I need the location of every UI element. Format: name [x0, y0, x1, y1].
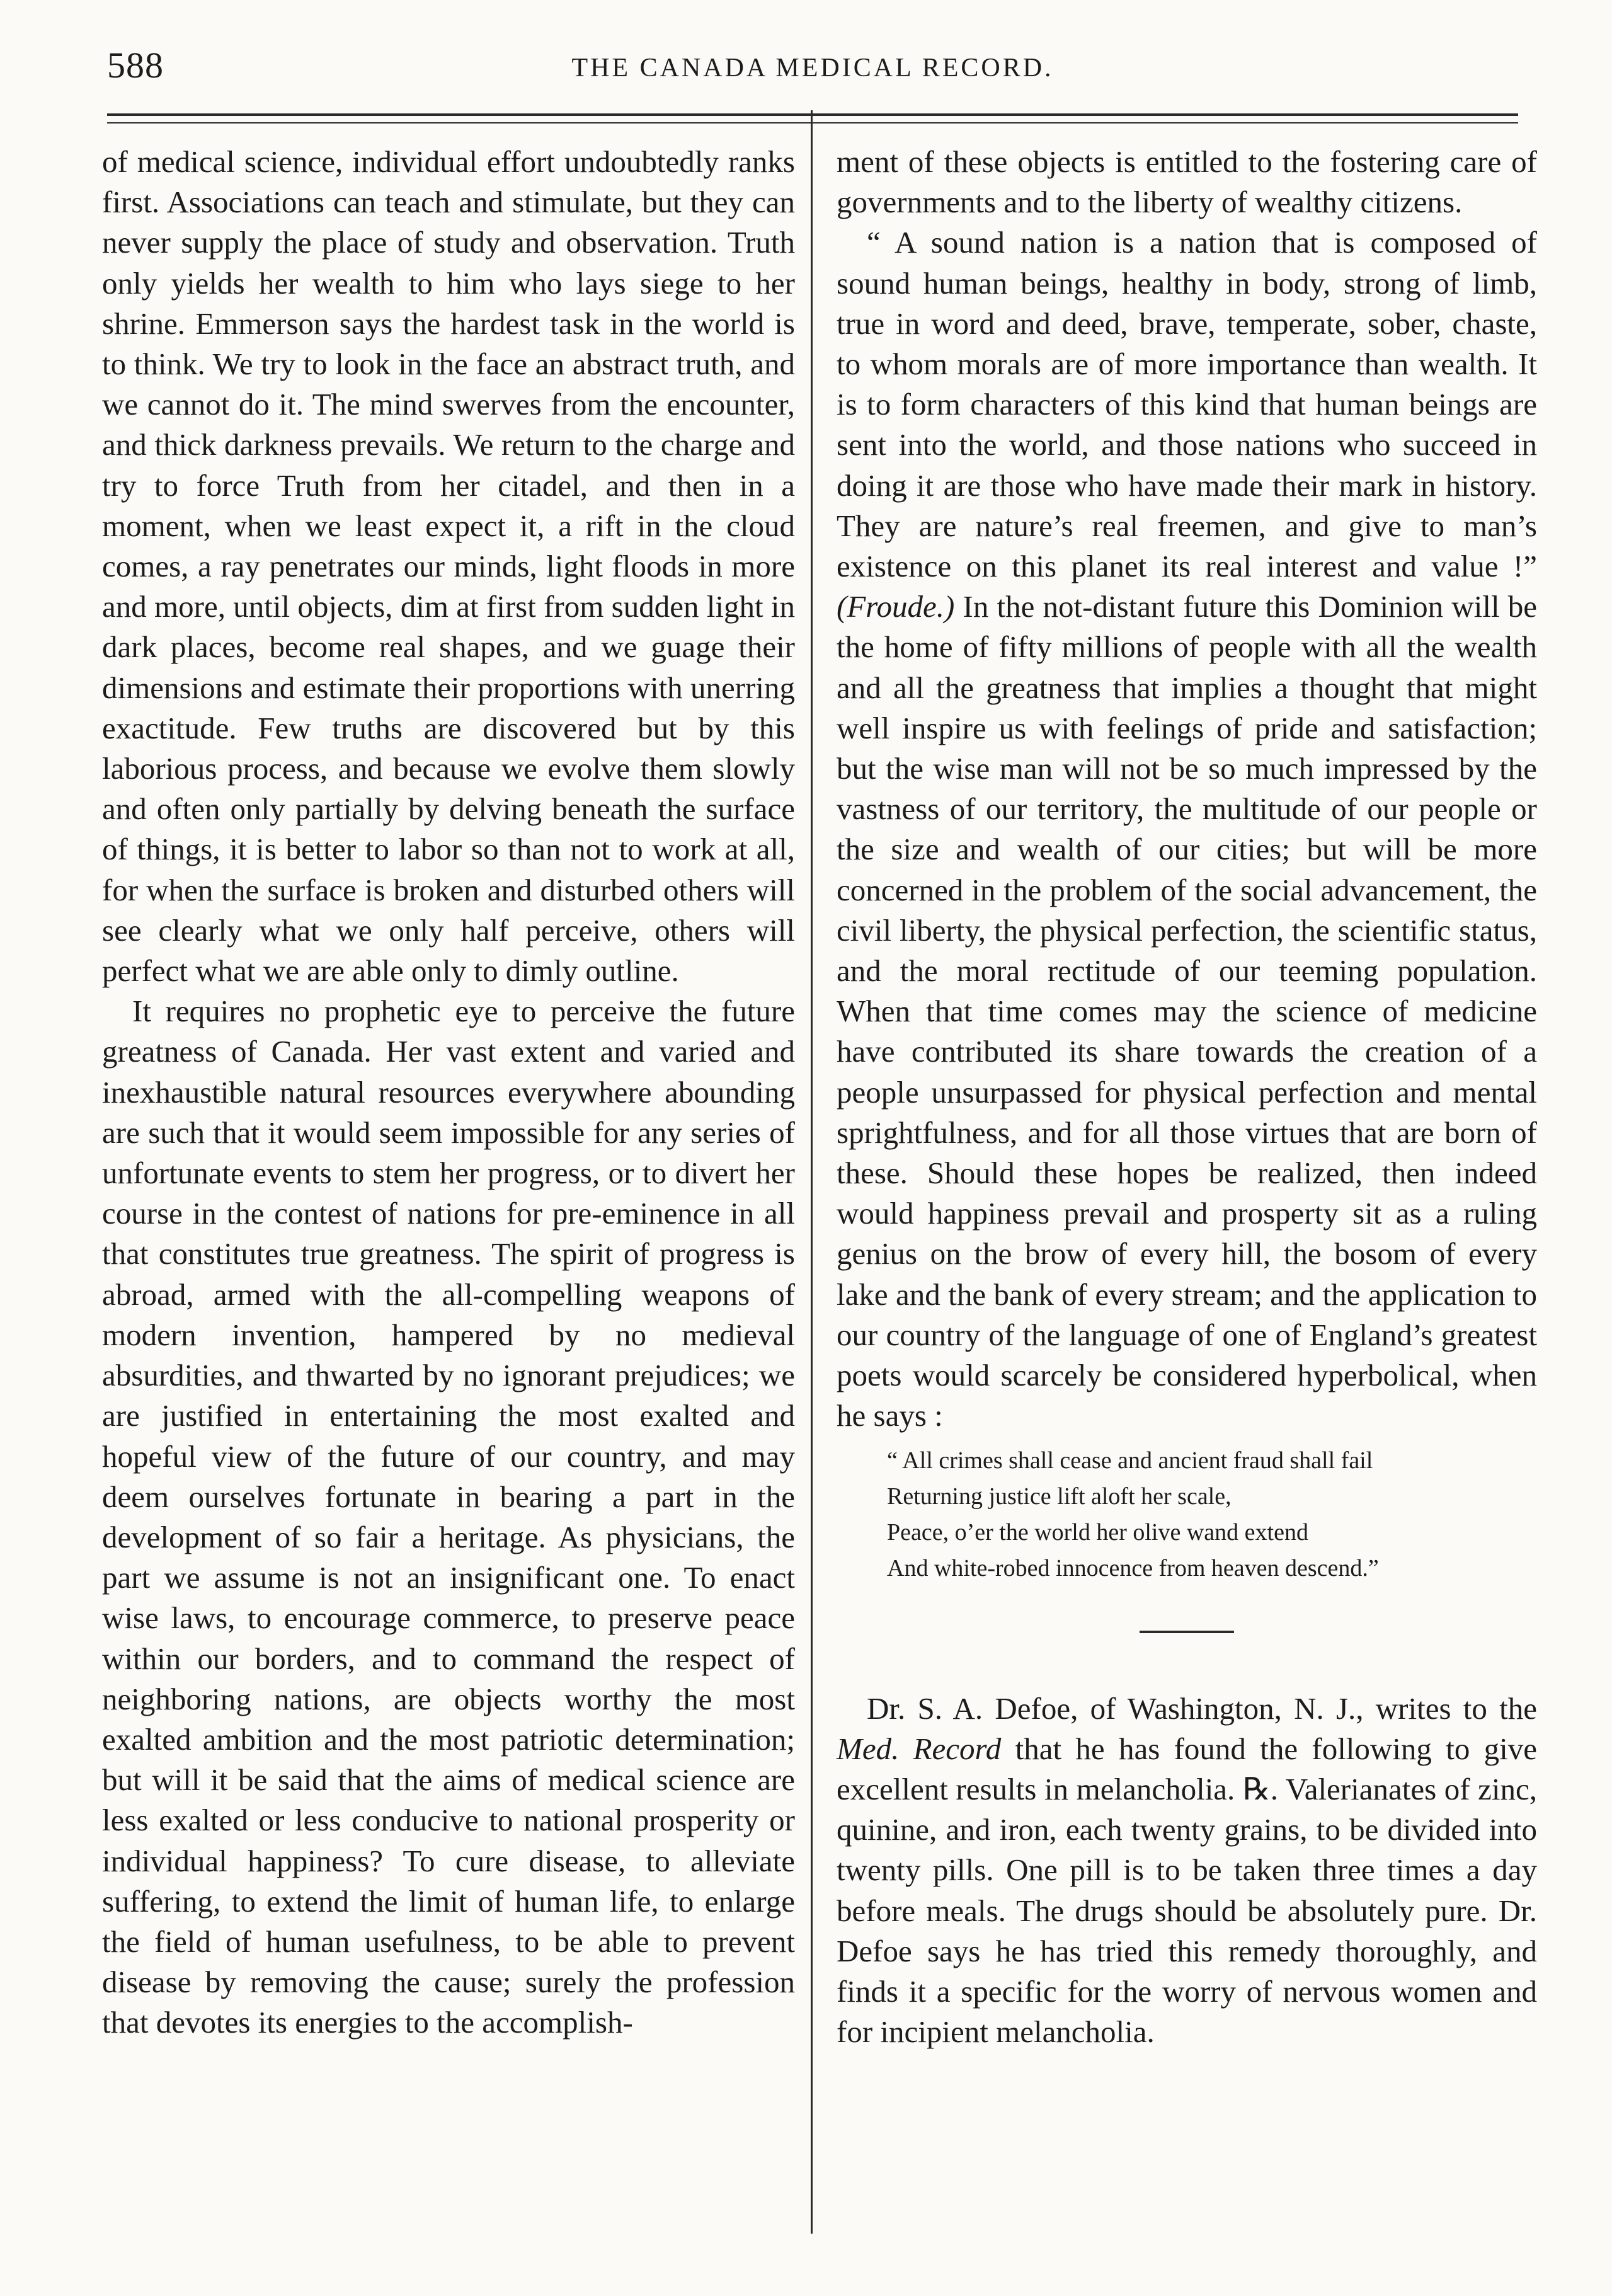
poem-line: Peace, o’er the world her olive wand extend [887, 1518, 1308, 1546]
froude-quote-text: “ A sound nation is a nation that is composed of sound human beings, healthy in body, strong of limb, true in word and deed, brave, temperate, sober, chaste, to whom morals are of more importance than wealth. It is to form characters of this kind that human beings are sent into the world, and those nations who succeed in doing it are those who have made their mark in history. They are nature’s real freemen, and give to man’s existence on this planet its real interest and value !” [837, 225, 1537, 584]
defoe-note-body: that he has found the following to give excellent results in melancholia. ℞. Valerianates of zinc, quinine, and iron, each twenty grains, to be divided into twenty pills. One pill is to be taken three times a day before meals. The drugs should be absolutely pure. Dr. Defoe says he has tried this remedy thoroughly, and finds it a specific for the worry of nervous women and for incipient melancholia. [837, 1731, 1538, 2050]
section-separator [1140, 1631, 1234, 1633]
column-divider [811, 110, 813, 2234]
med-record-title: Med. Record [837, 1731, 1002, 1766]
froude-citation: (Froude.) [837, 589, 955, 624]
right-column [837, 142, 1537, 2052]
poem-quote [887, 1443, 1537, 1587]
header-rule-thin [107, 122, 1518, 123]
page-number: 588 [107, 45, 164, 86]
right-paragraph-1: ment of these objects is entitled to the fostering care of governments and to the liberty of wealthy citizens. [837, 144, 1537, 220]
left-paragraph-1: of medical science, individual effort undoubtedly ranks first. Associations can teach and stimulate, but they can never supply the place of study and observation. Truth only yields her wealth to him who lays siege to her shrine. Emmerson says the hardest task in the world is to think. We try to look in the face an abstract truth, and we cannot do it. The mind swerves from the encounter, and thick darkness prevails. We return to the charge and try to force Truth from her citadel, and then in a moment, when we least expect it, a rift in the cloud comes, a ray penetrates our minds, light floods in more and more, until objects, dim at first from sudden light in dark places, become real shapes, and we guage their dimensions and estimate their proportions with unerring exactitude. Few truths are discovered but by this laborious process, and because we evolve them slowly and often only partially by delving beneath the surface of things, it is better to labor so than not to work at all, for when the surface is broken and disturbed others will see clearly what we only half perceive, others will perfect what we are able only to dimly outline. [102, 144, 795, 989]
poem-line: And white-robed innocence from heaven descend.” [887, 1554, 1379, 1581]
poem-line: Returning justice lift aloft her scale, [887, 1483, 1232, 1510]
left-paragraph-2: It requires no prophetic eye to perceive the future greatness of Canada. Her vast extent and varied and inexhaustible natural resources everywhere abounding are such that it would seem impossible for any series of unfortunate events to stem her progress, or to divert her course in the contest of nations for pre-eminence in all that constitutes true greatness. The spirit of progress is abroad, armed with the all-compelling weapons of modern invention, hampered by no medieval absurdities, and thwarted by no ignorant prejudices; we are justified in entertaining the most exalted and hopeful view of the future of our country, and may deem ourselves fortunate in bearing a part in the development of so fair a heritage. As physicians, the part we assume is not an insignificant one. To enact wise laws, to encourage commerce, to preserve peace within our borders, and to command the respect of neighboring nations, are objects worthy the most exalted ambition and the most patriotic determination; but will it be said that the aims of medical science are less exalted or less conducive to national prosperity or individual happiness? To cure disease, to alleviate suffering, to extend the limit of human life, to enlarge the field of human usefulness, to be able to prevent disease by removing the cause; surely the profession that devotes its energies to the accomplish- [102, 994, 795, 2040]
left-column [102, 142, 795, 2043]
running-header [107, 44, 1518, 101]
dominion-text: In the not-distant future this Dominion will be the home of fifty millions of people with all the wealth and all the greatness that implies a thought that might well inspire us with feelings of pride and satisfaction; but the wise man will not be so much impressed by the vastness of our territory, the multitude of our people or the size and wealth of our cities; but will be more concerned in the problem of the social advancement, the civil liberty, the physical perfection, the scientific status, and the moral rectitude of our teeming population. When that time comes may the science of medicine have contributed its share towards the creation of a people unsurpassed for physical perfection and mental sprightfulness, and for all those virtues that are born of these. Should these hopes be realized, then indeed would happiness prevail and prosperty sit as a ruling genius on the brow of every hill, the bosom of every lake and the bank of every stream; and the application to our country of the language of one of England’s greatest poets would scarcely be considered hyperbolical, when he says : [837, 589, 1537, 1433]
defoe-note-intro: Dr. S. A. Defoe, of Washington, N. J., writes to the [867, 1690, 1537, 1726]
poem-line: “ All crimes shall cease and ancient fraud shall fail [887, 1447, 1373, 1474]
defoe-note-paragraph [837, 1689, 1537, 2053]
header-rule-thick [107, 113, 1518, 116]
journal-title: THE CANADA MEDICAL RECORD. [571, 54, 1054, 83]
froude-quote-paragraph [837, 222, 1537, 1436]
